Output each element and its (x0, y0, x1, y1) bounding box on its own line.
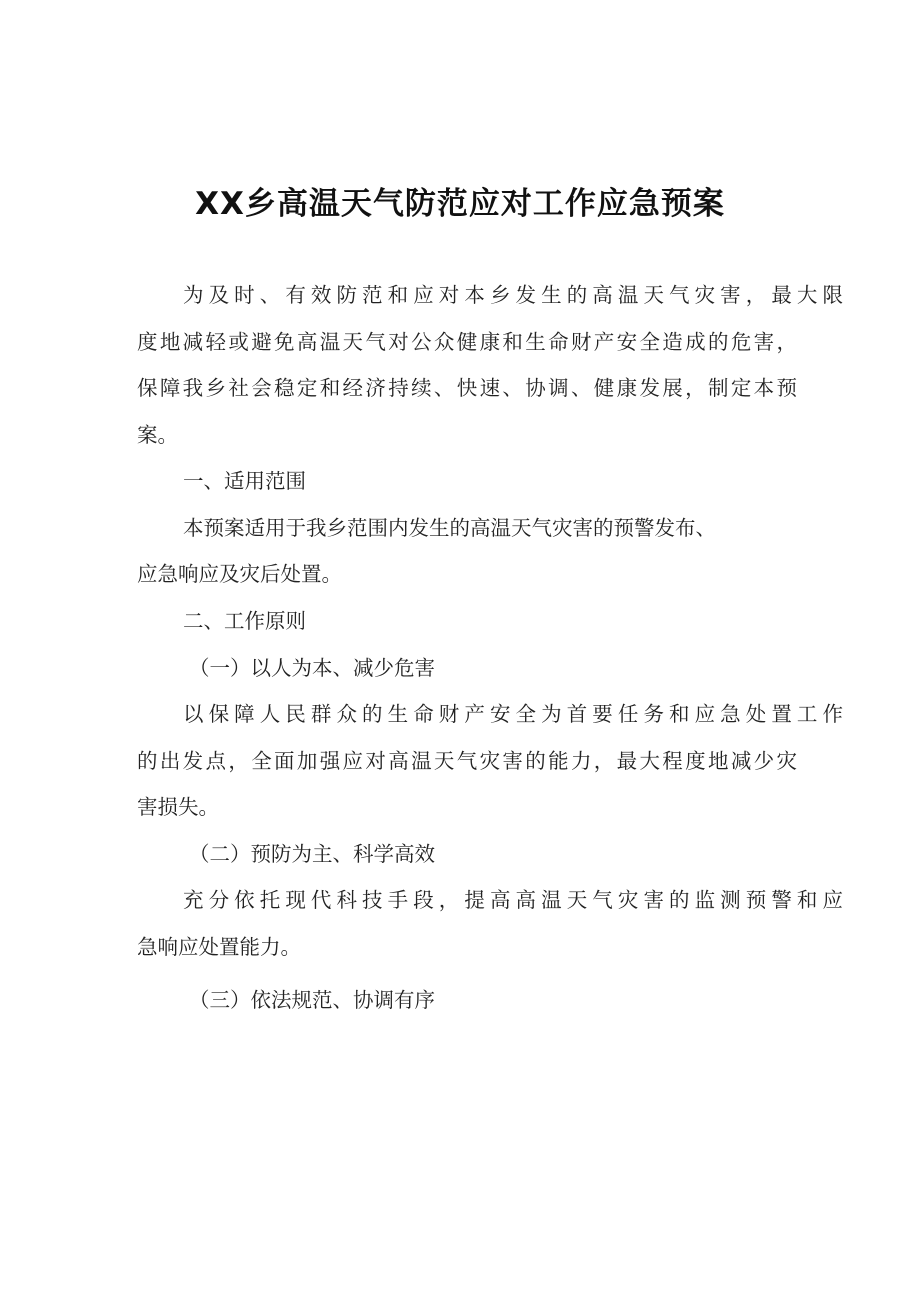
paragraph-line: 以保障人民群众的生命财产安全为首要任务和应急处置工作 (183, 702, 843, 726)
subsection-heading: （二）预防为主、科学高效 (189, 842, 435, 866)
paragraph-line: 的出发点，全面加强应对高温天气灾害的能力，最大程度地减少灾 (137, 749, 797, 773)
section-heading: 一、适用范围 (183, 469, 306, 493)
paragraph-line: 本预案适用于我乡范围内发生的高温天气灾害的预警发布、 (183, 516, 716, 540)
section-heading: 二、工作原则 (183, 609, 306, 633)
subsection-heading: （三）依法规范、协调有序 (189, 988, 435, 1012)
paragraph-line: 度地减轻或避免高温天气对公众健康和生命财产安全造成的危害， (137, 330, 797, 354)
paragraph-line: 急响应处置能力。 (137, 935, 301, 959)
paragraph-line: 应急响应及灾后处置。 (137, 562, 342, 586)
document-title: XX乡高温天气防范应对工作应急预案 (195, 186, 725, 222)
paragraph-line: 保障我乡社会稳定和经济持续、快速、协调、健康发展，制定本预 (137, 376, 797, 400)
paragraph-line: 充分依托现代科技手段，提高高温天气灾害的监测预警和应 (183, 888, 843, 912)
paragraph-line: 案。 (137, 423, 178, 447)
subsection-heading: （一）以人为本、减少危害 (189, 656, 435, 680)
paragraph-line: 为及时、有效防范和应对本乡发生的高温天气灾害，最大限 (183, 283, 843, 307)
paragraph-line: 害损失。 (137, 795, 219, 819)
